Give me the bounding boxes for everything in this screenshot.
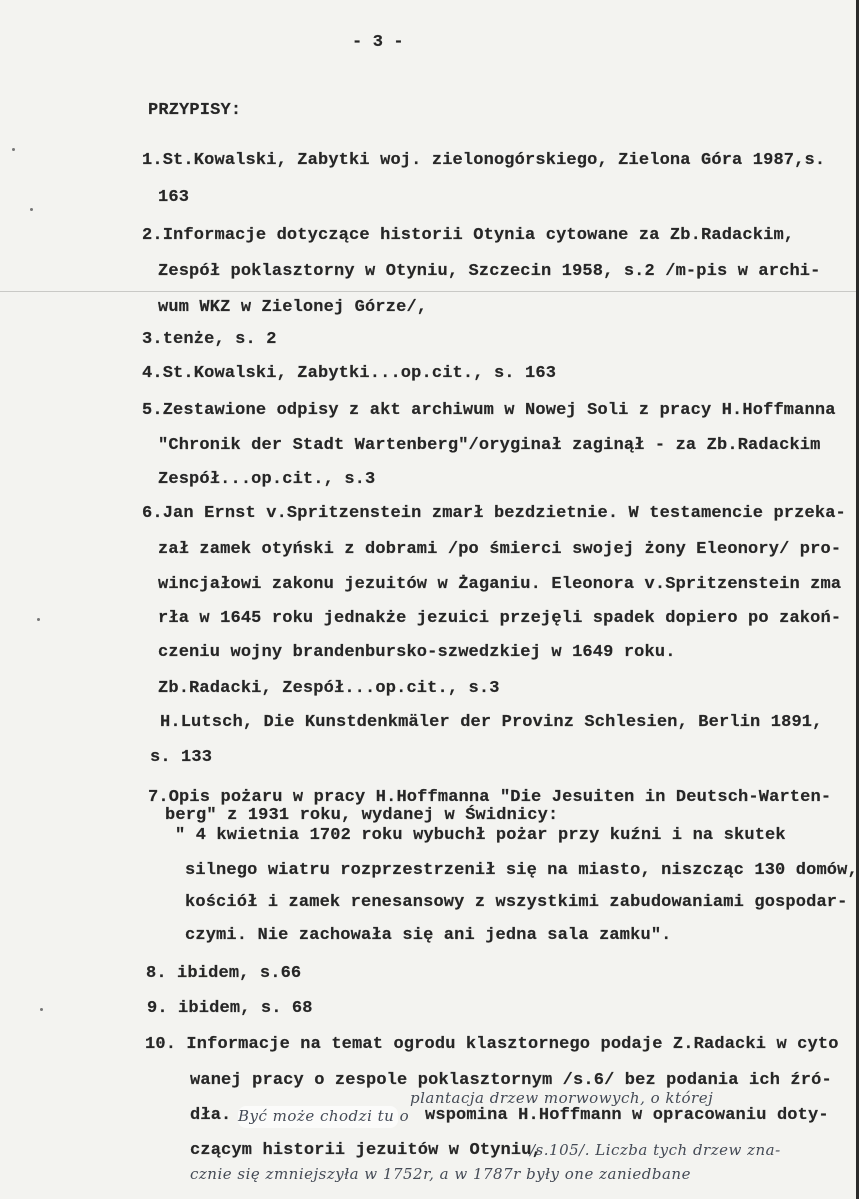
footnote-7-quote: " 4 kwietnia 1702 roku wybuchł pożar przy kuźni i na skutek <box>175 826 786 845</box>
footnote-3-line: 3.tenże, s. 2 <box>142 330 277 349</box>
handwritten-insertion: /s.105/. Liczba tych drzew zna- <box>530 1141 781 1159</box>
footnote-6-line: zał zamek otyński z dobrami /po śmierci swojej żony Eleonory/ pro- <box>158 540 842 559</box>
handwritten-insertion: cznie się zmniejszyła w 1752r, a w 1787r były one zaniedbane <box>190 1165 691 1183</box>
footnote-7-quote: silnego wiatru rozprzestrzenił się na miasto, niszcząc 130 domów, <box>185 861 858 880</box>
page-number: - 3 - <box>352 33 404 52</box>
footnote-2-line: 2.Informacje dotyczące historii Otynia cytowane za Zb.Radackim, <box>142 226 795 245</box>
footnote-6-line: s. 133 <box>150 748 213 767</box>
footnote-2-line: wum WKZ w Zielonej Górze/, <box>158 298 428 317</box>
footnote-6-line: czeniu wojny brandenbursko-szwedzkiej w 1649 roku. <box>158 643 676 662</box>
footnote-10-line: wanej pracy o zespole poklasztornym /s.6/ bez podania ich źró- <box>190 1071 832 1090</box>
footnote-7-quote: kościół i zamek renesansowy z wszystkimi zabudowaniami gospodar- <box>185 893 848 912</box>
footnote-5-line: "Chronik der Stadt Wartenberg"/oryginał zaginął - za Zb.Radackim <box>158 436 821 455</box>
punch-mark <box>12 148 15 151</box>
footnote-5-line: Zespół...op.cit., s.3 <box>158 470 376 489</box>
footnote-7-quote: czymi. Nie zachowała się ani jedna sala zamku". <box>185 926 672 945</box>
footnote-1-line: 163 <box>158 188 190 207</box>
footnote-7-line: 7.Opis pożaru w pracy H.Hoffmanna "Die Jesuiten in Deutsch-Warten- <box>148 788 832 807</box>
footnote-4-line: 4.St.Kowalski, Zabytki...op.cit., s. 163 <box>142 364 557 383</box>
footnote-10-line: wspomina H.Hoffmann w opracowaniu doty- <box>425 1106 829 1125</box>
footnote-6-line: 6.Jan Ernst v.Spritzenstein zmarł bezdzietnie. W testamencie przeka- <box>142 504 846 523</box>
footnote-9-line: 9. ibidem, s. 68 <box>147 999 313 1018</box>
footnote-7-line: berg" z 1931 roku, wydanej w Świdnicy: <box>165 806 559 825</box>
footnote-6-line: H.Lutsch, Die Kunstdenkmäler der Provinz Schlesien, Berlin 1891, <box>160 713 823 732</box>
punch-mark <box>37 618 40 621</box>
footnote-10-line: 10. Informacje na temat ogrodu klasztornego podaje Z.Radacki w cyto <box>145 1035 839 1054</box>
footnote-5-line: 5.Zestawione odpisy z akt archiwum w Nowej Soli z pracy H.Hoffmanna <box>142 401 836 420</box>
footnote-2-line: Zespół poklasztorny w Otyniu, Szczecin 1958, s.2 /m-pis w archi- <box>158 262 821 281</box>
punch-mark <box>30 208 33 211</box>
footnote-8-line: 8. ibidem, s.66 <box>146 964 302 983</box>
handwritten-insertion: plantacja drzew morwowych, o której <box>410 1089 714 1107</box>
footnotes-heading: PRZYPISY: <box>148 101 242 120</box>
handwritten-insertion: Być może chodzi tu o <box>238 1107 410 1125</box>
footnote-6-line: rła w 1645 roku jednakże jezuici przejęli spadek dopiero po zakoń- <box>158 609 842 628</box>
footnote-6-line: Zb.Radacki, Zespół...op.cit., s.3 <box>158 679 500 698</box>
scan-fold-line <box>0 291 859 292</box>
footnote-6-line: wincjałowi zakonu jezuitów w Żaganiu. Eleonora v.Spritzenstein zma <box>158 575 842 594</box>
footnote-10-line: dła. <box>190 1106 232 1125</box>
footnote-1-line: 1.St.Kowalski, Zabytki woj. zielonogórskiego, Zielona Góra 1987,s. <box>142 151 826 170</box>
footnote-10-line: czącym historii jezuitów w Otyniu, <box>190 1141 542 1160</box>
punch-mark <box>40 1008 43 1011</box>
